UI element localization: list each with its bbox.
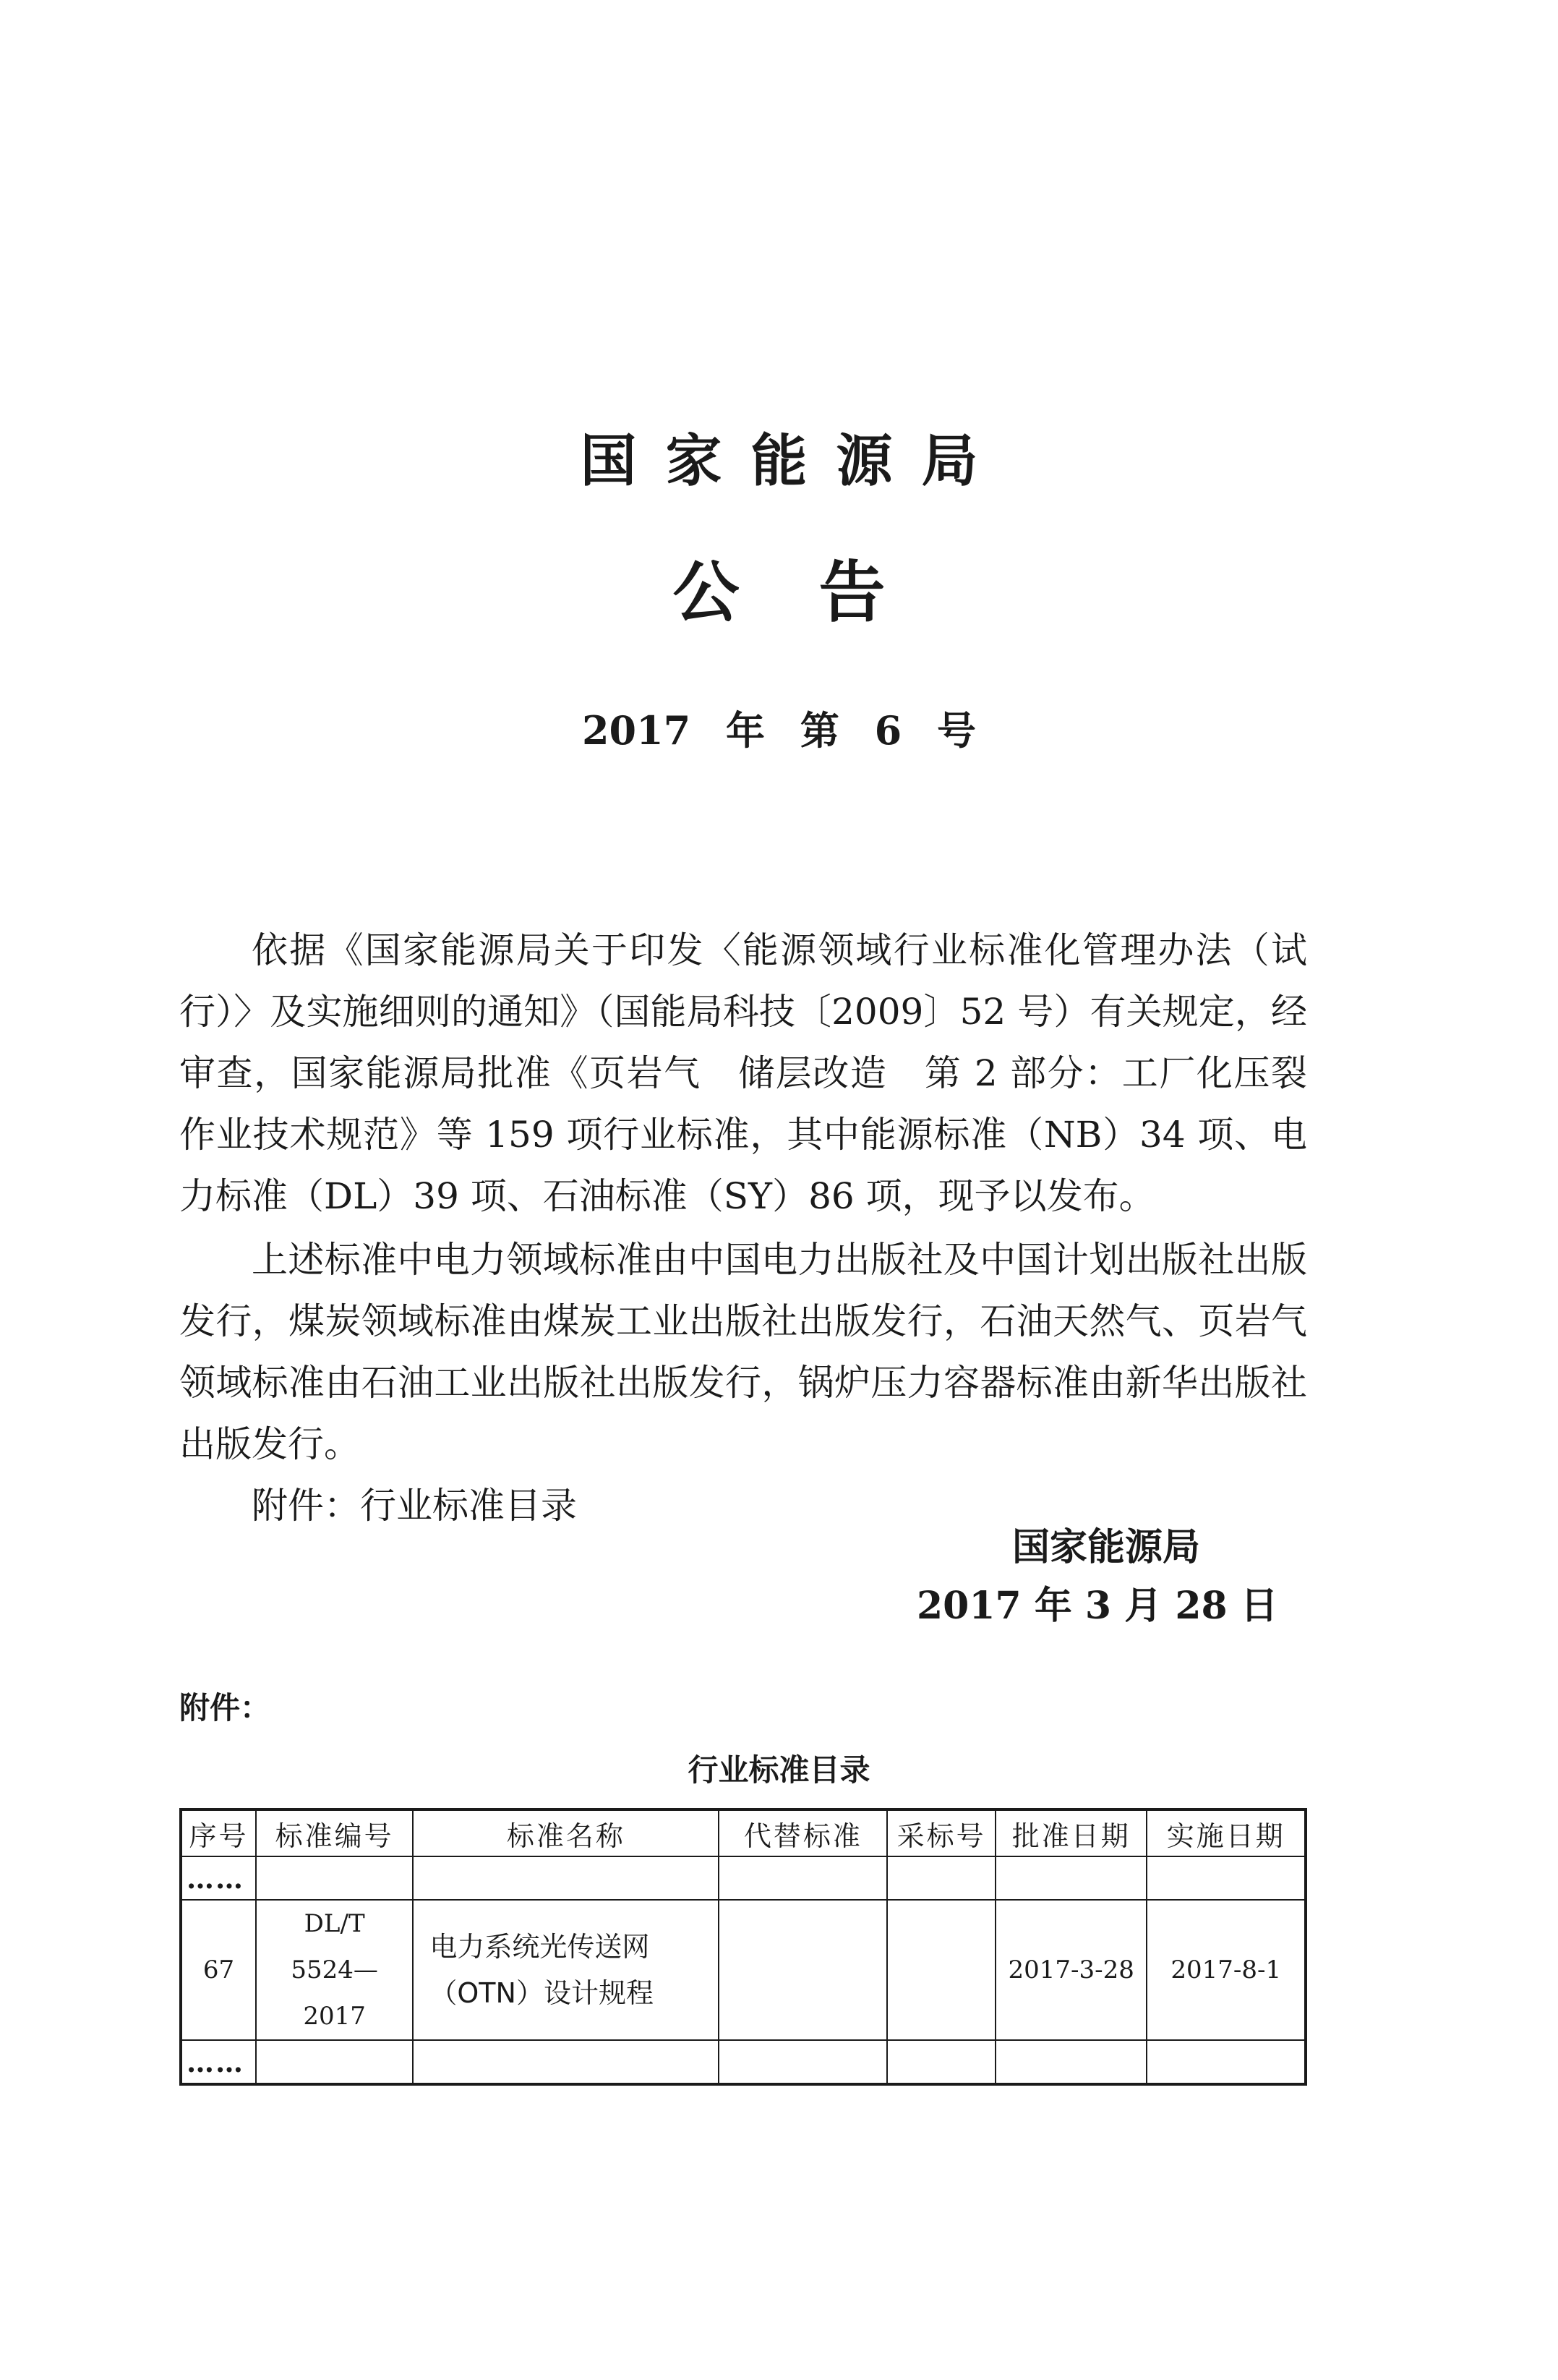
notice-number: 2017 年 第 6 号 (581, 707, 977, 754)
table-row-ellipsis (181, 2040, 1306, 2084)
code-line-1: DL/T (304, 1909, 365, 1938)
name-cell (413, 1900, 719, 2040)
column-header: 代替标准 (719, 1809, 887, 1856)
approved-date-cell: 2017-3-28 (996, 1900, 1147, 2040)
name-line-2: （OTN）设计规程 (429, 1977, 654, 2009)
column-header: 序号 (181, 1809, 256, 1856)
column-header: 批准日期 (996, 1809, 1147, 1856)
column-header: 采标号 (887, 1809, 996, 1856)
column-header: 实施日期 (1147, 1809, 1306, 1856)
code-line-2: 5524—2017 (291, 1955, 378, 2031)
body-paragraph-1: 依据《国家能源局关于印发〈能源领域行业标准化管理办法（试行）〉及实施细则的通知》（国能局科技〔2009〕52 号）有关规定，经审查，国家能源局批准《页岩气 储层改造 第 2 部分：工厂化压裂作业技术规范》等 159 项行业标准，其中能源标准（NB）34 项、电力标准（DL）39 项、石油标准（SY）86 项，现予以发布。 (179, 929, 1307, 1217)
notice-title: 公告 (672, 554, 965, 631)
column-header: 标准编号 (256, 1809, 413, 1856)
attachment-label: 附件： (179, 1690, 271, 1726)
table-header-row (181, 1809, 1306, 1856)
adopted-cell (887, 1900, 996, 2040)
ellipsis-cell: …… (181, 2040, 256, 2084)
agency-title: 国家能源局 (580, 429, 1007, 494)
seq-cell: 67 (181, 1900, 256, 2040)
effective-date-cell: 2017-8-1 (1147, 1900, 1306, 2040)
table-row-ellipsis (181, 1856, 1306, 1900)
table-row (181, 1900, 1306, 2040)
standards-table (179, 1808, 1307, 2086)
name-line-1: 电力系统光传送网 (429, 1931, 650, 1963)
signature-date: 2017 年 3 月 28 日 (917, 1584, 1278, 1628)
ellipsis-cell: …… (181, 1856, 256, 1900)
signature-org: 国家能源局 (1012, 1526, 1201, 1569)
code-cell (256, 1900, 413, 2040)
table-title: 行业标准目录 (688, 1752, 870, 1788)
body-paragraph-3: 附件：行业标准目录 (252, 1485, 577, 1527)
column-header: 标准名称 (413, 1809, 719, 1856)
body-paragraph-2: 上述标准中电力领域标准由中国电力出版社及中国计划出版社出版发行，煤炭领域标准由煤炭工业出版社出版发行，石油天然气、页岩气领域标准由石油工业出版社出版发行，锅炉压力容器标准由新华出版社出版发行。 (179, 1239, 1307, 1465)
replaces-cell (719, 1900, 887, 2040)
